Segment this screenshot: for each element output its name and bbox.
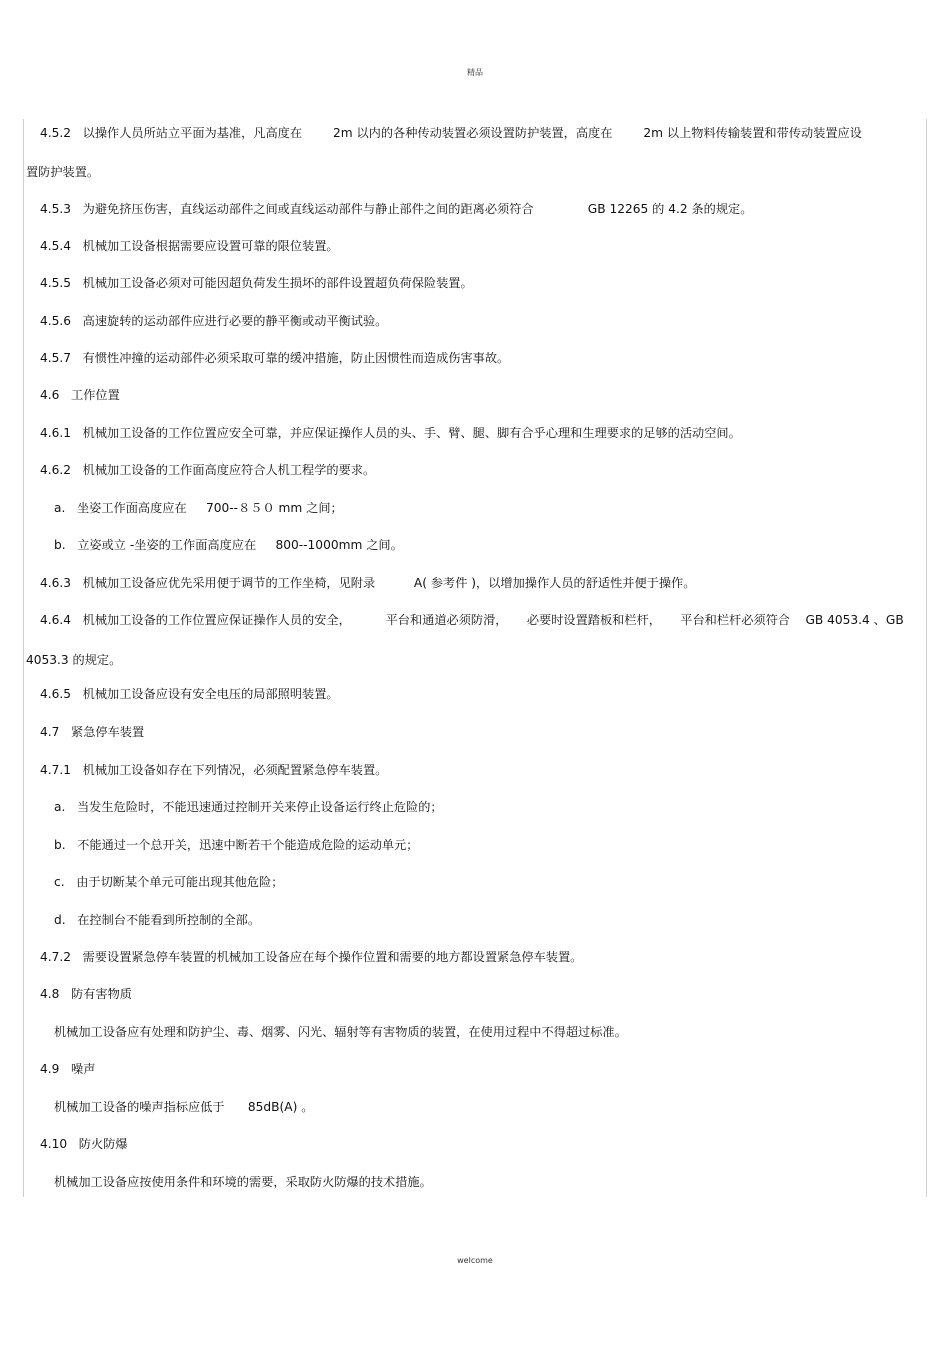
clause-4-6-3: 4.6.3 机械加工设备应优先采用便于调节的工作坐椅，见附录 A( 参考件 )，以增加操作人员的舒适性并便于操作。: [40, 576, 696, 590]
clause-4-7-2: 4.7.2 需要设置紧急停车装置的机械加工设备应在每个操作位置和需要的地方都设置紧急停车装置。: [40, 950, 583, 964]
clause-4-5-3: 4.5.3 为避免挤压伤害，直线运动部件之间或直线运动部件与静止部件之间的距离必须符合 GB 12265 的 4.2 条的规定。: [40, 202, 753, 216]
clause-4-5-4: 4.5.4 机械加工设备根据需要应设置可靠的限位装置。: [40, 239, 339, 253]
clause-4-6-5: 4.6.5 机械加工设备应设有安全电压的局部照明装置。: [40, 687, 339, 701]
clause-4-7-1: 4.7.1 机械加工设备如存在下列情况，必须配置紧急停车装置。: [40, 763, 388, 777]
clause-4-6-2: 4.6.2 机械加工设备的工作面高度应符合人机工程学的要求。: [40, 463, 376, 477]
item-4-7-1-b: b. 不能通过一个总开关，迅速中断若干个能造成危险的运动单元；: [54, 838, 419, 852]
section-4-8-heading: 4.8 防有害物质: [40, 987, 132, 1001]
page-footer: welcome: [457, 1256, 493, 1265]
clause-4-6-4-cont: 4053.3 的规定。: [26, 653, 122, 667]
item-4-6-2-a: a. 坐姿工作面高度应在 700--８５０ mm 之间；: [54, 501, 343, 515]
item-4-7-1-c: c. 由于切断某个单元可能出现其他危险；: [54, 875, 284, 889]
page-header: 精品: [467, 68, 483, 77]
clause-4-5-6: 4.5.6 高速旋转的运动部件应进行必要的静平衡或动平衡试验。: [40, 314, 388, 328]
section-4-9-body: 机械加工设备的噪声指标应低于 85dB(A) 。: [54, 1100, 314, 1114]
section-4-9-heading: 4.9 噪声: [40, 1062, 96, 1076]
clause-4-6-4: 4.6.4 机械加工设备的工作位置应保证操作人员的安全， 平台和通道必须防滑， 必要时设置踏板和栏杆， 平台和栏杆必须符合 GB 4053.4 、GB: [40, 613, 904, 627]
clause-4-5-7: 4.5.7 有惯性冲撞的运动部件必须采取可靠的缓冲措施，防止因惯性而造成伤害事故。: [40, 351, 510, 365]
clause-4-5-2-cont: 置防护装置。: [26, 165, 100, 179]
item-4-6-2-b: b. 立姿或立 -坐姿的工作面高度应在 800--1000mm 之间。: [54, 538, 403, 552]
clause-4-5-5: 4.5.5 机械加工设备必须对可能因超负荷发生损坏的部件设置超负荷保险装置。: [40, 276, 473, 290]
section-4-10-heading: 4.10 防火防爆: [40, 1137, 128, 1151]
clause-4-5-2: 4.5.2 以操作人员所站立平面为基准，凡高度在 2m 以内的各种传动装置必须设置防护装置，高度在 2m 以上物料传输装置和带传动装置应设: [40, 126, 862, 140]
section-4-6-heading: 4.6 工作位置: [40, 388, 120, 402]
section-4-10-body: 机械加工设备应按使用条件和环境的需要，采取防火防爆的技术措施。: [54, 1175, 432, 1189]
section-4-8-body: 机械加工设备应有处理和防护尘、毒、烟雾、闪光、辐射等有害物质的装置，在使用过程中不得超过标准。: [54, 1025, 627, 1039]
document-body: [23, 119, 927, 1197]
section-4-7-heading: 4.7 紧急停车装置: [40, 725, 145, 739]
item-4-7-1-d: d. 在控制台不能看到所控制的全部。: [54, 913, 261, 927]
clause-4-6-1: 4.6.1 机械加工设备的工作位置应安全可靠，并应保证操作人员的头、手、臂、腿、脚有合乎心理和生理要求的足够的活动空间。: [40, 426, 741, 440]
item-4-7-1-a: a. 当发生危险时，不能迅速通过控制开关来停止设备运行终止危险的；: [54, 800, 443, 814]
